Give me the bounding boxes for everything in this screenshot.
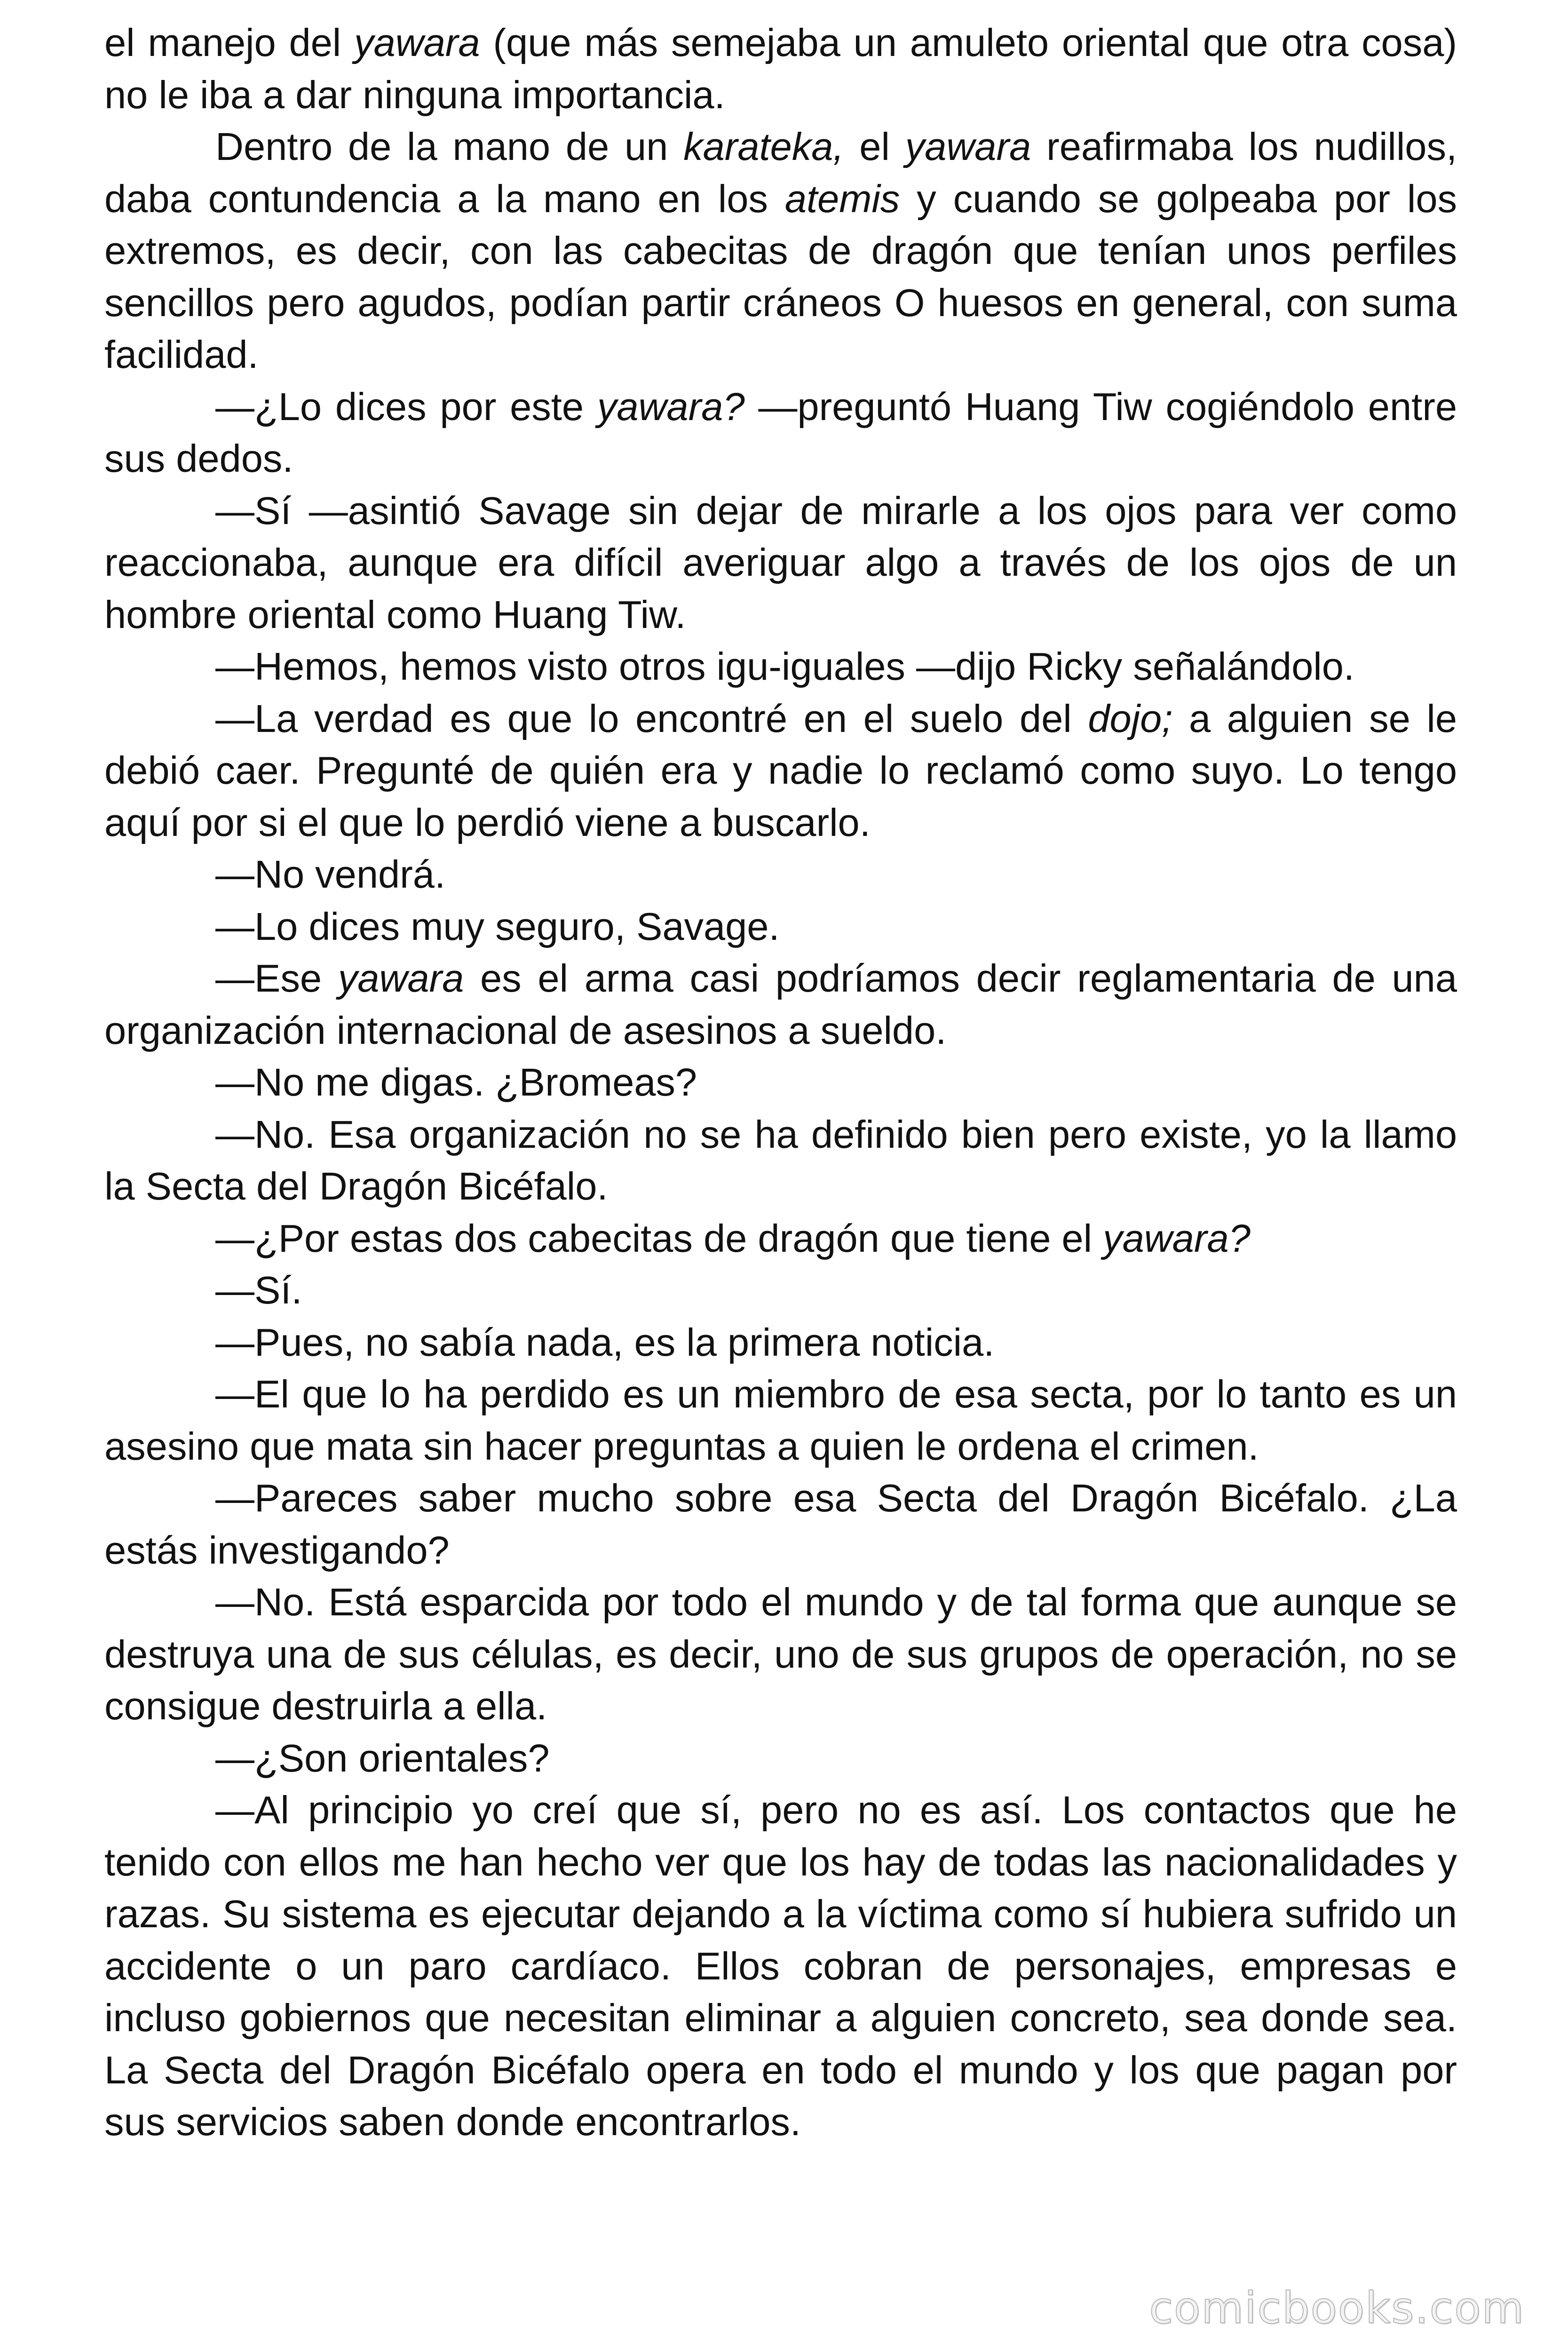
italic-text: yawara — [905, 125, 1031, 168]
body-paragraph — [104, 1576, 1457, 1732]
document-page — [104, 17, 1457, 2148]
italic-text: yawara — [338, 956, 464, 1000]
body-paragraph — [104, 1472, 1457, 1576]
italic-text: yawara? — [1103, 1216, 1251, 1260]
text-segment: —Pareces saber mucho sobre esa Secta del Dragón Bicéfalo. ¿La estás investigando? — [104, 1476, 1457, 1572]
text-segment: —¿Por estas dos cabecitas de dragón que tiene el — [215, 1216, 1103, 1260]
body-paragraph — [104, 381, 1457, 485]
body-paragraph — [104, 485, 1457, 641]
text-segment: —Al principio yo creí que sí, pero no es así. Los contactos que he tenido con ellos me han hecho ver que los hay de todas las nacionalidades y razas. Su sistema es ejecutar dejando a la víctima como sí hubiera sufrido un accidente o un paro cardíaco. Ellos cobran de personajes, empresas e incluso gobiernos que necesitan eliminar a alguien concreto, sea donde sea. La Secta del Dragón Bicéfalo opera en todo el mundo y los que pagan por sus servicios saben donde encontrarlos. — [104, 1788, 1457, 2144]
body-paragraph — [104, 693, 1457, 849]
body-paragraph — [104, 1109, 1457, 1213]
body-paragraph — [104, 849, 1457, 901]
text-segment: reafirmaba los nudillos, daba contundencia a la mano en los — [104, 125, 1457, 221]
text-segment: —¿Son orientales? — [215, 1736, 550, 1780]
body-paragraph — [104, 1057, 1457, 1109]
text-segment: el — [844, 125, 905, 168]
body-paragraph — [104, 1784, 1457, 2148]
text-segment: —No. Está esparcida por todo el mundo y de tal forma que aunque se destruya una de sus células, es decir, uno de sus grupos de operación, no se consigue destruirla a ella. — [104, 1580, 1457, 1728]
body-paragraph — [104, 121, 1457, 381]
body-paragraph — [104, 1368, 1457, 1472]
italic-text: karateka, — [683, 125, 844, 168]
text-segment: —Sí —asintió Savage sin dejar de mirarle a los ojos para ver como reaccionaba, aunque era difícil averiguar algo a través de los ojos de un hombre oriental como Huang Tiw. — [104, 488, 1457, 636]
text-segment: es el arma casi podríamos decir reglamentaria de una organización internacional de asesinos a sueldo. — [104, 956, 1457, 1052]
text-segment: —Sí. — [215, 1268, 302, 1312]
text-segment: (que más semejaba un amuleto oriental que otra cosa) no le iba a dar ninguna importancia. — [104, 21, 1457, 117]
body-paragraph — [104, 901, 1457, 953]
body-paragraph — [104, 1317, 1457, 1369]
body-paragraph — [104, 1732, 1457, 1785]
italic-text: yawara — [354, 21, 480, 64]
body-paragraph — [104, 953, 1457, 1057]
italic-text: yawara? — [597, 384, 745, 429]
text-segment: y cuando se golpeaba por los extremos, es decir, con las cabecitas de dragón que tenían unos perfiles sencillos pero agudos, podían partir cráneos O huesos en general, con suma facilidad. — [104, 176, 1457, 376]
text-segment: —Pues, no sabía nada, es la primera noticia. — [215, 1320, 995, 1364]
text-segment: el manejo del — [104, 21, 355, 64]
body-paragraph — [104, 1264, 1457, 1317]
text-segment: —No. Esa organización no se ha definido bien pero existe, yo la llamo la Secta del Dragón Bicéfalo. — [104, 1112, 1457, 1208]
text-segment: —preguntó Huang Tiw cogiéndolo entre sus dedos. — [104, 384, 1457, 480]
body-paragraph — [104, 17, 1457, 121]
text-segment: —Hemos, hemos visto otros igu-iguales —dijo Ricky señalándolo. — [215, 644, 1354, 688]
text-segment: —Ese — [215, 956, 338, 1000]
text-segment: —¿Lo dices por este — [215, 384, 597, 429]
text-segment: —No vendrá. — [215, 852, 446, 896]
text-segment: —El que lo ha perdido es un miembro de esa secta, por lo tanto es un asesino que mata sin hacer preguntas a quien le ordena el crimen. — [104, 1372, 1457, 1468]
body-paragraph — [104, 1213, 1457, 1265]
text-segment: —No me digas. ¿Bromeas? — [215, 1060, 697, 1104]
text-segment: Dentro de la mano de un — [215, 125, 684, 168]
text-segment: a alguien se le debió caer. Pregunté de quién era y nadie lo reclamó como suyo. Lo tengo aquí por si el que lo perdió viene a buscarlo. — [104, 696, 1457, 844]
body-paragraph — [104, 641, 1457, 693]
italic-text: dojo; — [1088, 696, 1173, 740]
watermark: comicbooks.com — [1149, 2283, 1525, 2333]
italic-text: atemis — [784, 176, 900, 221]
text-segment: —Lo dices muy seguro, Savage. — [215, 904, 780, 948]
text-segment: —La verdad es que lo encontré en el suelo del — [215, 696, 1088, 740]
